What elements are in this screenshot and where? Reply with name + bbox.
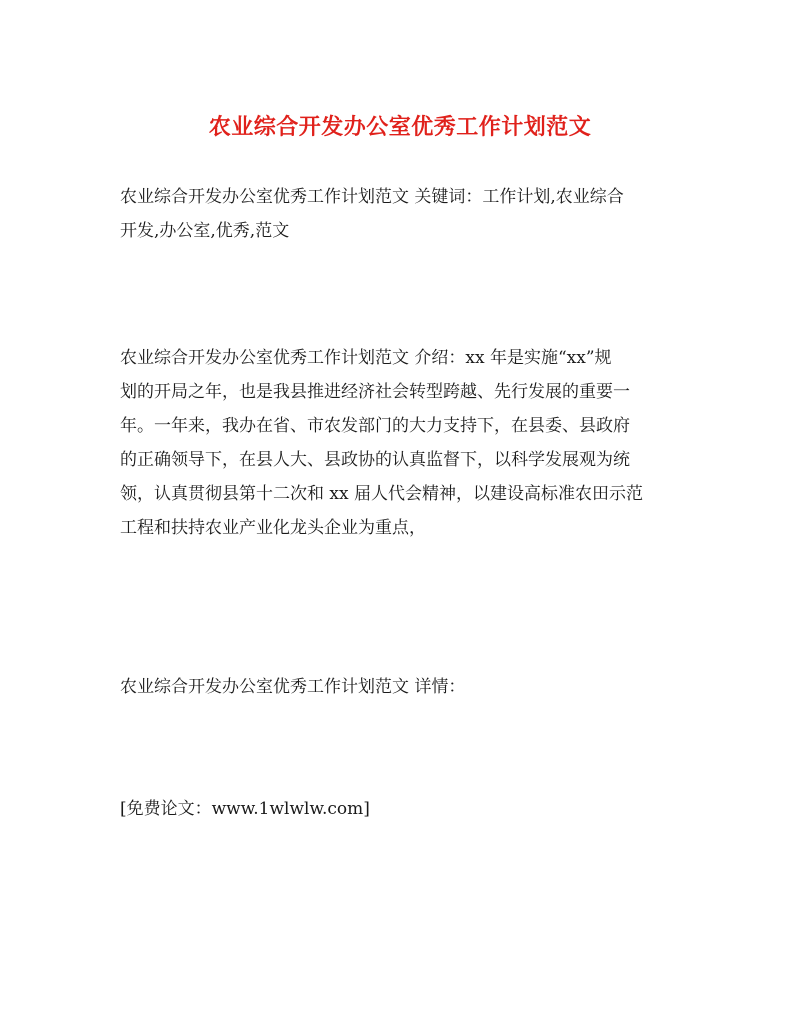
details-label: 农业综合开发办公室优秀工作计划范文 详情： <box>120 677 466 697</box>
intro-line: 的正确领导下，在县人大、县政协的认真监督下，以科学发展观为统 <box>120 450 630 470</box>
details-paragraph <box>120 670 680 704</box>
intro-line: 工程和扶持农业产业化龙头企业为重点， <box>120 518 426 538</box>
intro-paragraph <box>120 341 680 545</box>
keywords-line: 农业综合开发办公室优秀工作计划范文 关键词：工作计划,农业综合 <box>120 187 624 207</box>
footer-paragraph <box>120 792 680 826</box>
document-title: 农业综合开发办公室优秀工作计划范文 <box>208 114 592 140</box>
footer-link[interactable]: [免费论文：www.1wlwlw.com] <box>120 799 370 819</box>
intro-line: 年。一年来，我办在省、市农发部门的大力支持下，在县委、县政府 <box>120 416 630 436</box>
keywords-line: 开发,办公室,优秀,范文 <box>120 221 290 241</box>
intro-line: 农业综合开发办公室优秀工作计划范文 介绍：xx 年是实施“xx”规 <box>120 348 612 368</box>
keywords-paragraph <box>120 180 680 248</box>
intro-line: 领，认真贯彻县第十二次和 xx 届人代会精神，以建设高标准农田示范 <box>120 484 643 504</box>
intro-line: 划的开局之年，也是我县推进经济社会转型跨越、先行发展的重要一 <box>120 382 630 402</box>
